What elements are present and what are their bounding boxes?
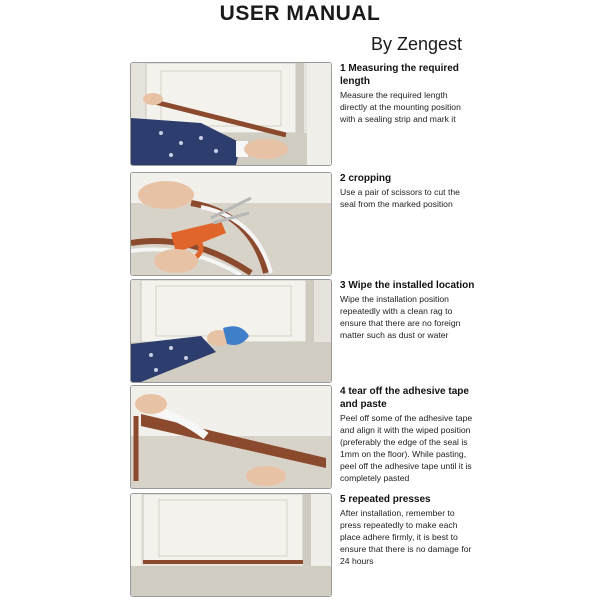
step-1-photo — [130, 62, 332, 166]
manual-title: USER MANUAL — [219, 2, 381, 25]
brand-byline: By Zengest — [370, 34, 462, 54]
step-4-description: Peel off some of the adhesive tape and align it with the wiped position (preferably the edge of the seal is 1mm on the floor). While pasting, peel off the adhesive tape until it is completely pasted — [340, 413, 473, 483]
step-4-photo — [130, 385, 332, 489]
step-3 — [130, 279, 475, 383]
step-1-text — [340, 62, 475, 125]
step-4 — [130, 385, 473, 491]
step-5 — [130, 493, 470, 597]
step-1-description: Measure the required length directly at the mounting position with a sealing strip and mark it — [340, 90, 461, 124]
step-5-photo — [130, 493, 332, 597]
step-1-heading: 1 Measuring the required length — [340, 63, 459, 87]
step-5-description: After installation, remember to press repeatedly to make each place adhere firmly, it is best to ensure that there is no damage for 24 hours — [340, 508, 472, 566]
step-2-photo — [130, 172, 332, 276]
step-3-text — [340, 279, 475, 341]
step-3-heading: 3 Wipe the installed location — [340, 280, 475, 291]
step-4-heading: 4 tear off the adhesive tape and paste — [340, 386, 469, 410]
step-4-text — [340, 385, 475, 484]
step-1 — [130, 62, 470, 166]
step-2-text — [340, 172, 475, 210]
step-3-description: Wipe the installation position repeatedly with a clean rag to ensure that there are no foreign matter such as dust or water — [340, 294, 461, 340]
step-2-heading: 2 cropping — [340, 173, 392, 184]
step-5-heading: 5 repeated presses — [340, 494, 431, 505]
step-5-text — [340, 493, 475, 567]
step-2-description: Use a pair of scissors to cut the seal from the marked position — [340, 187, 460, 209]
step-2 — [130, 172, 470, 276]
step-3-photo — [130, 279, 332, 383]
